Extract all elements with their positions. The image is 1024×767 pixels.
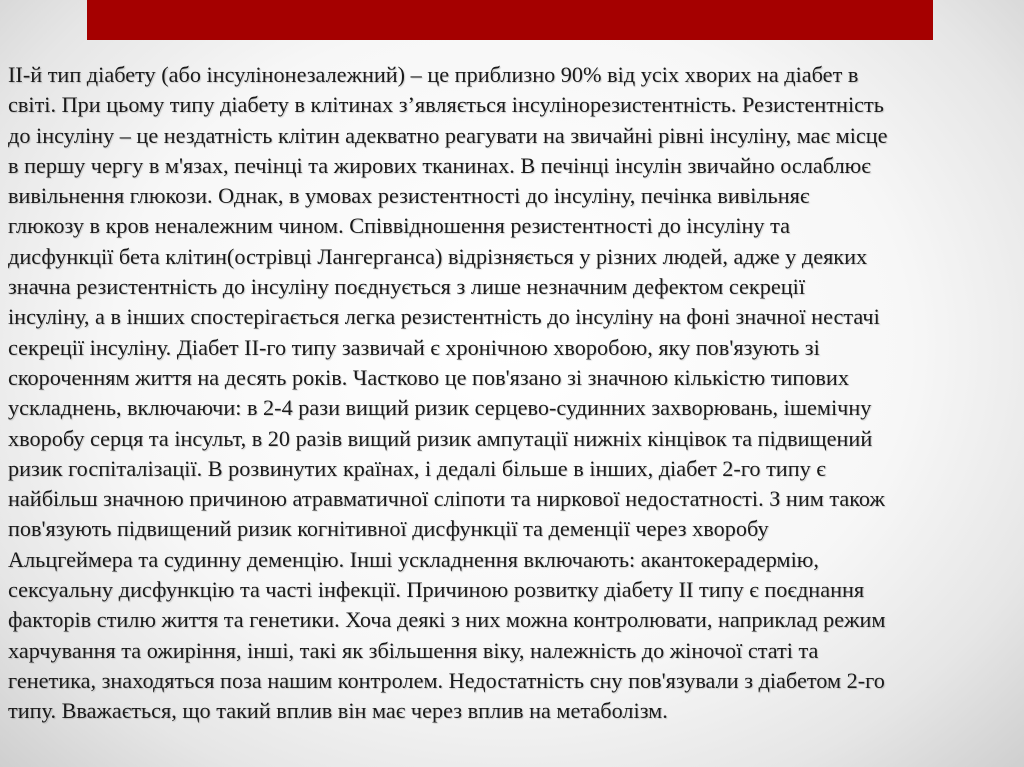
text-line-14: ризик госпіталізації. В розвинутих країнах, і дедалі більше в інших, діабет 2-го типу є xyxy=(8,455,826,481)
text-line-1: ІІ-й тип діабету (або інсулінонезалежний) – це приблизно 90% від усіх хворих на діабет в xyxy=(8,62,859,87)
text-line-6: глюкозу в кров неналежним чином. Співвідношення резистентності до інсуліну та xyxy=(8,213,791,239)
text-line-19: факторів стилю життя та генетики. Хоча деякі з них можна контролювати, наприклад режим xyxy=(8,607,886,633)
text-line-11: скороченням життя на десять років. Частково це пов'язано зі значною кількістю типових xyxy=(8,364,849,390)
text-line-9: інсуліну, а в інших спостерігається легка резистентність до інсуліну на фоні значної нестачі xyxy=(8,304,880,330)
text-line-2: світі. При цьому типу діабету в клітинах з’являється інсулінорезистентність. Резистентність xyxy=(8,92,884,118)
text-line-4: в першу чергу в м'язах, печінці та жирових тканинах. В печінці інсулін звичайно ослаблює xyxy=(8,152,871,178)
text-line-13: хворобу серця та інсульт, в 20 разів вищий ризик ампутації нижніх кінцівок та підвищений xyxy=(8,425,873,451)
text-line-21: генетика, знаходяться поза нашим контролем. Недостатність сну пов'язували з діабетом 2-го xyxy=(8,667,885,693)
text-line-20: харчування та ожиріння, інші, такі як збільшення віку, належність до жіночої статі та xyxy=(8,637,819,663)
top-red-band xyxy=(87,0,933,40)
text-line-12: ускладнень, включаючи: в 2-4 рази вищий ризик серцево-судинних захворювань, ішемічну xyxy=(8,395,872,421)
text-line-16: пов'язують підвищений ризик когнітивної дисфункції та деменції через хворобу xyxy=(8,516,769,542)
text-line-5: вивільнення глюкози. Однак, в умовах резистентності до інсуліну, печінка вивільняє xyxy=(8,183,810,209)
text-line-3: до інсуліну – це нездатність клітин адекватно реагувати на звичайні рівні інсуліну, має місце xyxy=(8,122,888,148)
text-line-8: значна резистентність до інсуліну поєднується з лише незначним дефектом секреції xyxy=(8,274,806,300)
text-line-17: Альцгеймера та судинну деменцію. Інші ускладнення включають: акантокерадермію, xyxy=(8,546,819,572)
slide-body-text xyxy=(8,60,1022,727)
text-line-15: найбільш значною причиною атравматичної сліпоти та ниркової недостатності. З ним також xyxy=(8,486,885,512)
text-line-22: типу. Вважається, що такий вплив він має через вплив на метаболізм. xyxy=(8,698,668,724)
text-line-18: сексуальну дисфункцію та часті інфекції. Причиною розвитку діабету ІІ типу є поєднання xyxy=(8,577,865,603)
text-line-10: секреції інсуліну. Діабет ІІ-го типу зазвичай є хронічною хворобою, яку пов'язують зі xyxy=(8,334,820,360)
text-line-7: дисфункції бета клітин(острівці Лангерганса) відрізняється у різних людей, адже у деяких xyxy=(8,243,868,269)
